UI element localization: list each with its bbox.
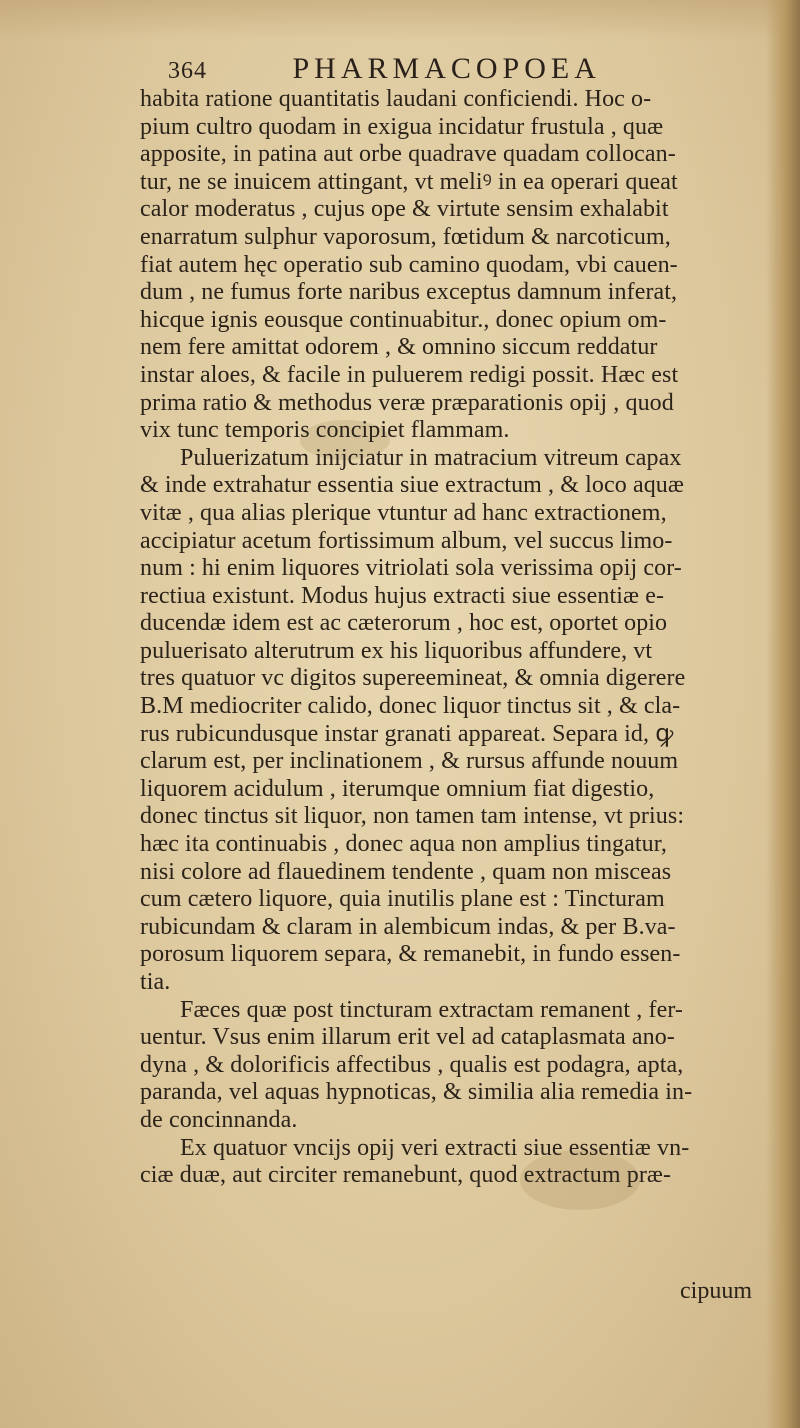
paragraph-first-line: Fæces quæ post tincturam extractam remanent , fer-: [180, 996, 684, 1023]
text-line: dyna , & dolorificis affectibus , qualis est podagra, apta,: [140, 1051, 684, 1078]
text-line: donec tinctus sit liquor, non tamen tam intense, vt prius:: [140, 803, 685, 830]
text-line: prima ratio & methodus veræ præparationis opij , quod: [140, 389, 674, 416]
text-line: habita ratione quantitatis laudani conficiendi. Hoc o-: [140, 86, 652, 112]
text-line: rubicundam & claram in alembicum indas, & per B.va-: [140, 913, 676, 940]
text-line: instar aloes, & facile in puluerem redigi possit. Hæc est: [140, 361, 679, 388]
body-text: [140, 86, 776, 1190]
text-line: paranda, vel aquas hypnoticas, & similia alia remedia in-: [140, 1079, 693, 1106]
paragraph-first-line: Puluerizatum inijciatur in matracium vitreum capax: [180, 444, 682, 471]
text-line: liquorem acidulum , iterumque omnium fiat digestio,: [140, 775, 655, 802]
text-line: uentur. Vsus enim illarum erit vel ad cataplasmata ano-: [140, 1024, 675, 1051]
text-line: rectiua existunt. Modus hujus extracti siue essentiæ e-: [140, 582, 665, 609]
text-line: puluerisato alterutrum ex his liquoribus affundere, vt: [140, 637, 653, 664]
running-header: [168, 52, 728, 86]
text-line: hæc ita continuabis , donec aqua non amplius tingatur,: [140, 831, 667, 858]
paragraph-first-line: Ex quatuor vncijs opij veri extracti siue essentiæ vn-: [180, 1134, 690, 1161]
page-top-shadow: [0, 0, 800, 40]
text-line: vix tunc temporis concipiet flammam.: [140, 417, 510, 444]
text-line: de concinnanda.: [140, 1106, 298, 1133]
text-line: vitæ , qua alias plerique vtuntur ad hanc extractionem,: [140, 499, 667, 526]
text-line: ducendæ idem est ac cæterorum , hoc est, oportet opio: [140, 610, 668, 637]
text-line: nem fere amittat odorem , & omnino siccum reddatur: [140, 334, 658, 361]
text-line: num : hi enim liquores vitriolati sola verissima opij cor-: [140, 555, 682, 582]
text-line: hicque ignis eousque continuabitur., donec opium om-: [140, 306, 667, 333]
page-number: 364: [168, 58, 207, 84]
text-line: dum , ne fumus forte naribus exceptus damnum inferat,: [140, 279, 678, 306]
text-line: nisi colore ad flauedinem tendente , quam non misceas: [140, 858, 672, 885]
text-line: tres quatuor vc digitos supereemineat, & omnia digerere: [140, 665, 686, 692]
text-line: porosum liquorem separa, & remanebit, in fundo essen-: [140, 941, 681, 968]
running-title: PHARMACOPOEA: [292, 52, 601, 85]
text-line: enarratum sulphur vaporosum, fœtidum & narcoticum,: [140, 223, 671, 250]
text-line: & inde extrahatur essentia siue extractum , & loco aquæ: [140, 472, 684, 499]
text-line: cum cætero liquore, quia inutilis plane est : Tincturam: [140, 886, 665, 913]
text-line: apposite, in patina aut orbe quadrave quadam collocan-: [140, 141, 676, 168]
text-line: rus rubicundusque instar granati appareat. Separa id, ꝙ: [140, 720, 674, 747]
text-line: pium cultro quodam in exigua incidatur frustula , quæ: [140, 113, 664, 140]
text-line: ciæ duæ, aut circiter remanebunt, quod extractum præ-: [140, 1162, 672, 1189]
text-line: fiat autem hęc operatio sub camino quodam, vbi cauen-: [140, 251, 678, 278]
text-line: tur, ne se inuicem attingant, vt meliꝰ in ea operari queat: [140, 168, 678, 195]
text-line: tia.: [140, 969, 171, 995]
text-line: B.M mediocriter calido, donec liquor tinctus sit , & cla-: [140, 693, 681, 720]
text-line: accipiatur acetum fortissimum album, vel succus limo-: [140, 527, 673, 554]
text-line: clarum est, per inclinationem , & rursus affunde nouum: [140, 748, 679, 775]
catchword: cipuum: [680, 1278, 752, 1304]
text-line: calor moderatus , cujus ope & virtute sensim exhalabit: [140, 196, 669, 223]
